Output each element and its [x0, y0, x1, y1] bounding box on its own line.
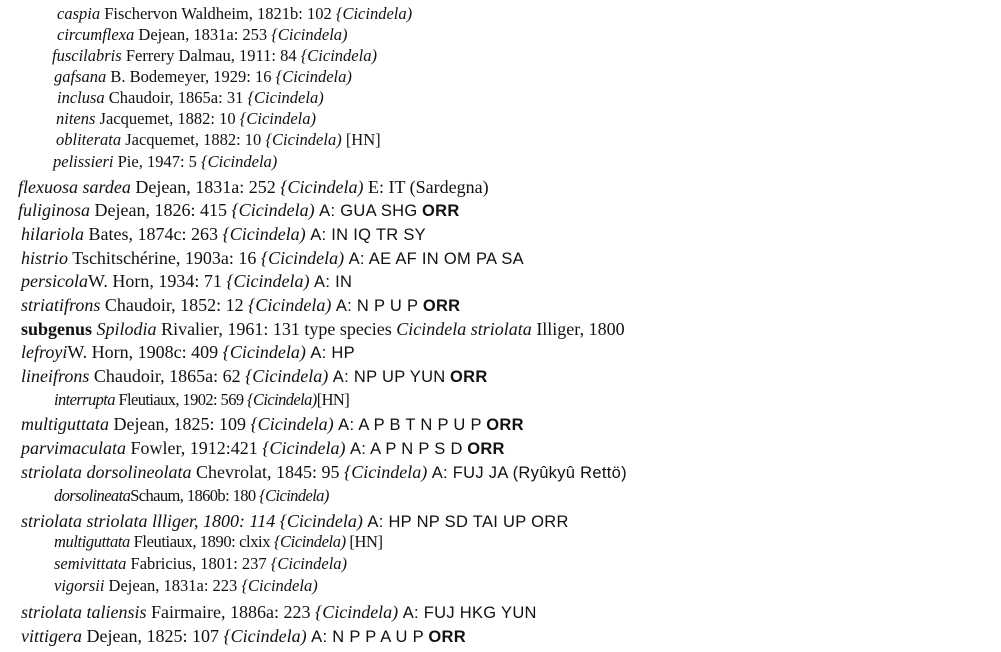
- species-entry: [21, 439, 505, 458]
- taxon-name: pelissieri: [53, 152, 114, 171]
- original-genus: {Cicindela): [273, 532, 346, 551]
- species-entry: [18, 178, 489, 196]
- synonym-entry: [54, 488, 329, 505]
- species-entry: [21, 249, 524, 268]
- synonym-entry: [54, 556, 347, 573]
- author-citation: W. Horn, 1908c: 409: [67, 342, 219, 362]
- taxon-name: fuliginosa: [18, 200, 91, 220]
- distribution: E: IT (Sardegna): [367, 177, 489, 197]
- species-entry: [21, 415, 524, 434]
- author-citation: Fabricius, 1801: 237: [130, 554, 267, 573]
- synonym-entry: [54, 392, 349, 409]
- original-genus: {Cicindela): [265, 130, 342, 149]
- original-genus: {Cicindela): [279, 511, 363, 531]
- taxon-name: lineifrons: [21, 366, 90, 386]
- distribution: A: IN: [314, 273, 353, 291]
- original-genus: {Cicindela): [223, 626, 307, 646]
- taxon-name: parvimaculata: [21, 438, 126, 458]
- taxon-name: vigorsii: [54, 576, 105, 595]
- original-genus: {Cicindela): [247, 88, 324, 107]
- original-genus: {Cicindela): [248, 295, 332, 315]
- original-genus: {Cicindela): [222, 224, 306, 244]
- author-citation: Fischervon Waldheim, 1821b: 102: [104, 4, 332, 23]
- subgenus-label: subgenus: [21, 319, 93, 339]
- original-genus: {Cicindela): [239, 109, 317, 128]
- subgenus-heading: [21, 320, 625, 338]
- taxon-name: interrupta: [54, 390, 115, 409]
- taxon-name: multiguttata: [54, 532, 130, 551]
- distribution: A: FUJ JA (Ryûkyû Rettö): [431, 464, 627, 482]
- taxon-name: striolata taliensis: [21, 602, 147, 622]
- synonym-entry: [57, 6, 412, 23]
- taxon-name: gafsana: [54, 67, 107, 86]
- taxon-name: inclusa: [57, 88, 105, 107]
- original-genus: {Cicindela): [259, 486, 329, 505]
- taxon-name: histrio: [21, 248, 69, 268]
- taxon-name: vittigera: [21, 626, 82, 646]
- author-citation: Dejean, 1825: 107: [86, 626, 219, 646]
- taxon-name: lefroyi: [21, 342, 68, 362]
- original-genus: {Cicindela): [247, 390, 317, 409]
- species-entry: [21, 367, 488, 386]
- synonym-entry: [54, 578, 318, 595]
- taxon-name: striatifrons: [21, 295, 101, 315]
- species-entry: [21, 225, 426, 244]
- synonym-entry: [52, 48, 377, 65]
- original-genus: {Cicindela): [222, 342, 306, 362]
- taxon-name: obliterata: [56, 130, 122, 149]
- species-entry: [21, 463, 627, 482]
- species-entry: [21, 296, 460, 315]
- synonym-entry: [54, 534, 383, 551]
- distribution-code: ORR: [467, 440, 505, 458]
- original-genus: {Cicindela): [245, 366, 329, 386]
- author-citation: Dejean, 1831a: 223: [108, 576, 238, 595]
- species-entry: [21, 272, 352, 291]
- original-genus: {Cicindela): [335, 4, 413, 23]
- original-genus: {Cicindela): [280, 177, 364, 197]
- species-entry: [21, 627, 466, 646]
- synonym-entry: [56, 132, 381, 149]
- taxon-name: dorsolineata: [54, 486, 131, 505]
- type-species-author: Illiger, 1800: [536, 319, 625, 339]
- taxon-name: striolata striolata: [21, 511, 148, 531]
- author-citation: Chaudoir, 1865a: 31: [108, 88, 244, 107]
- type-species-name: Cicindela striolata: [396, 319, 532, 339]
- original-genus: {Cicindela): [226, 271, 310, 291]
- distribution-code: ORR: [422, 297, 461, 315]
- author-citation: Rivalier, 1961: 131 type species: [161, 319, 392, 339]
- distribution-code: ORR: [422, 202, 460, 220]
- original-genus: {Cicindela): [262, 438, 346, 458]
- distribution: A: A P N P S D: [349, 440, 463, 458]
- taxon-name: semivittata: [54, 554, 127, 573]
- synonym-entry: [57, 27, 348, 44]
- distribution: A: NP UP YUN: [332, 368, 446, 386]
- author-citation: llliger, 1800: 114: [152, 511, 276, 531]
- original-genus: {Cicindela): [231, 200, 315, 220]
- taxon-name: flexuosa sardea: [18, 177, 131, 197]
- distribution: A: HP NP SD TAI UP ORR: [367, 513, 569, 531]
- author-citation: Bates, 1874c: 263: [88, 224, 218, 244]
- status-note: [HN]: [349, 532, 383, 551]
- author-citation: Tschitschérine, 1903a: 16: [72, 248, 257, 268]
- distribution: A: N P U P: [335, 297, 419, 315]
- author-citation: Dejean, 1831a: 253: [138, 25, 268, 44]
- author-citation: Dejean, 1831a: 252: [135, 177, 276, 197]
- distribution: A: A P B T N P U P: [338, 416, 482, 434]
- taxon-name: nitens: [56, 109, 96, 128]
- original-genus: {Cicindela): [344, 462, 428, 482]
- distribution: A: HP: [310, 344, 355, 362]
- author-citation: Ferrery Dalmau, 1911: 84: [125, 46, 297, 65]
- distribution: A: GUA SHG: [319, 202, 418, 220]
- status-note: [HN]: [345, 130, 381, 149]
- taxon-name: circumflexa: [57, 25, 135, 44]
- status-note: [HN]: [316, 390, 350, 409]
- species-entry: [21, 343, 355, 362]
- author-citation: B. Bodemeyer, 1929: 16: [110, 67, 272, 86]
- synonym-entry: [56, 111, 316, 128]
- author-citation: Dejean, 1825: 109: [113, 414, 246, 434]
- synonym-entry: [53, 154, 277, 171]
- original-genus: {Cicindela): [271, 25, 348, 44]
- species-entry: [18, 201, 460, 220]
- distribution-code: ORR: [450, 368, 488, 386]
- author-citation: Pie, 1947: 5: [117, 152, 197, 171]
- subgenus-name: Spilodia: [96, 319, 157, 339]
- taxon-name: caspia: [57, 4, 101, 23]
- synonym-entry: [57, 90, 324, 107]
- taxon-name: multiguttata: [21, 414, 110, 434]
- distribution: A: N P P A U P: [311, 628, 424, 646]
- author-citation: Chaudoir, 1852: 12: [104, 295, 244, 315]
- distribution: A: FUJ HKG YUN: [402, 604, 537, 622]
- original-genus: {Cicindela): [201, 152, 278, 171]
- species-entry: [21, 603, 537, 622]
- original-genus: {Cicindela): [270, 554, 348, 573]
- distribution-code: ORR: [486, 416, 524, 434]
- distribution-code: ORR: [428, 628, 466, 646]
- distribution: A: AE AF IN OM PA SA: [348, 250, 524, 268]
- author-citation: Fleutiaux, 1890: clxix: [133, 532, 271, 551]
- author-citation: W. Horn, 1934: 71: [88, 271, 222, 291]
- author-citation: Fleutiaux, 1902: 569: [118, 390, 244, 409]
- author-citation: Dejean, 1826: 415: [94, 200, 227, 220]
- distribution: A: IN IQ TR SY: [310, 226, 426, 244]
- original-genus: {Cicindela): [315, 602, 399, 622]
- original-genus: {Cicindela): [250, 414, 334, 434]
- author-citation: Schaum, 1860b: 180: [130, 486, 256, 505]
- original-genus: {Cicindela): [241, 576, 318, 595]
- taxon-name: hilariola: [21, 224, 85, 244]
- author-citation: Fowler, 1912:421: [130, 438, 258, 458]
- taxon-name: persicola: [21, 271, 88, 291]
- original-genus: {Cicindela): [275, 67, 352, 86]
- synonym-entry: [54, 69, 352, 86]
- author-citation: Jacquemet, 1882: 10: [125, 130, 262, 149]
- author-citation: Jacquemet, 1882: 10: [99, 109, 236, 128]
- original-genus: {Cicindela): [260, 248, 345, 268]
- author-citation: Chaudoir, 1865a: 62: [93, 366, 241, 386]
- author-citation: Fairmaire, 1886a: 223: [151, 602, 311, 622]
- original-genus: {Cicindela): [300, 46, 377, 65]
- species-entry: [21, 512, 569, 531]
- taxon-name: fuscilabris: [52, 46, 122, 65]
- taxon-name: striolata dorsolineolata: [21, 462, 192, 482]
- author-citation: Chevrolat, 1845: 95: [196, 462, 340, 482]
